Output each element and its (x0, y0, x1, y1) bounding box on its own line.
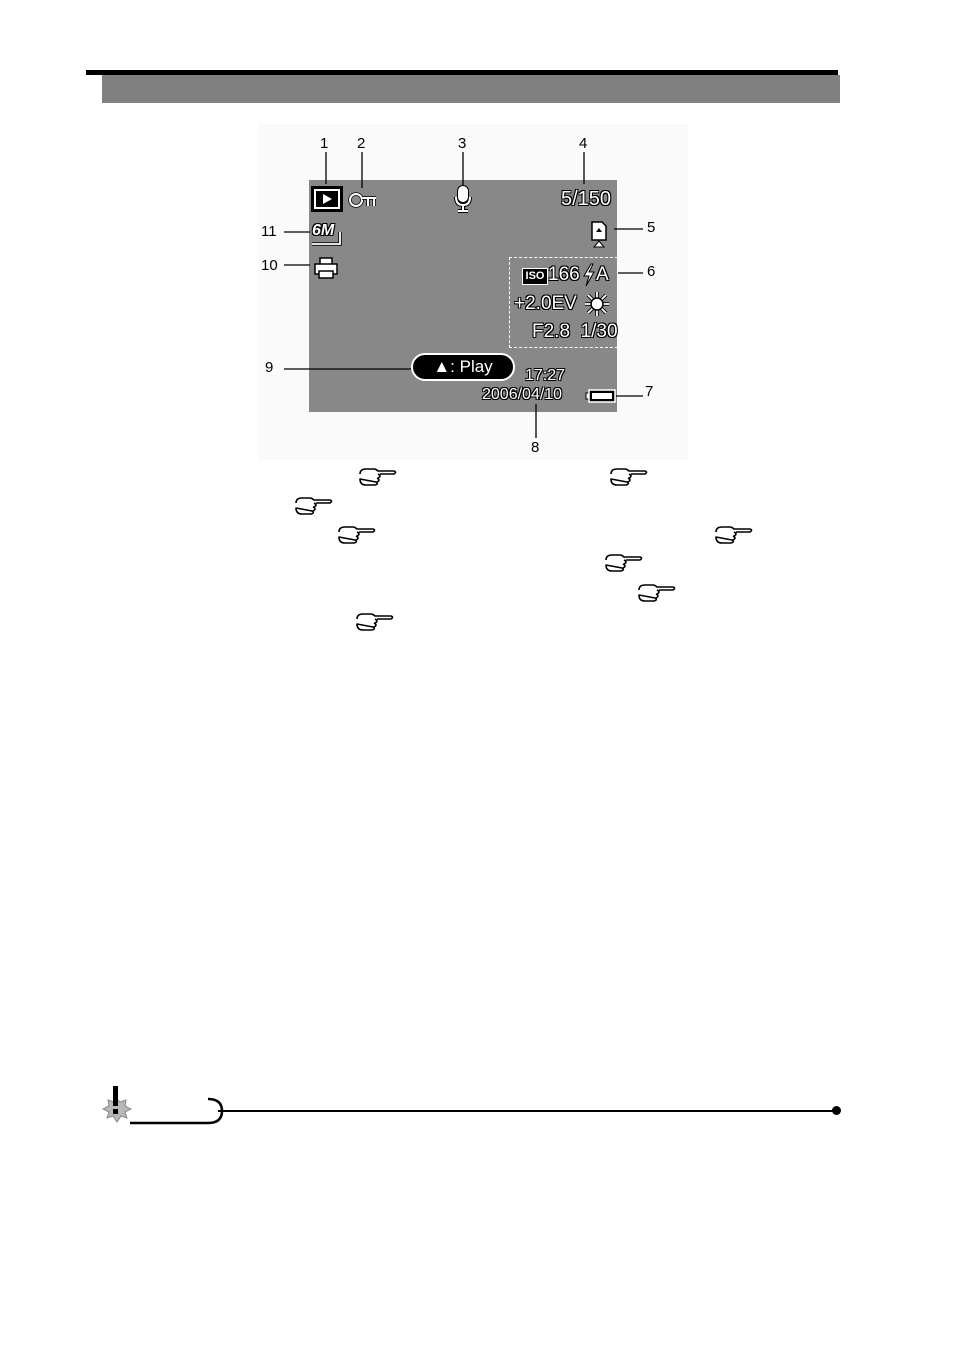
callout-8: 8 (531, 439, 540, 456)
sunny-white-balance-icon (584, 291, 610, 317)
pointing-hand-icon (637, 582, 677, 604)
microphone-icon (452, 184, 474, 214)
flash-icon (582, 263, 596, 287)
callout-5: 5 (647, 219, 656, 236)
iso-badge: ISO (522, 268, 548, 285)
callout-6: 6 (647, 263, 656, 280)
callout-4: 4 (579, 135, 588, 152)
date-readout: 2006/04/10 (482, 386, 563, 403)
callout-7: 7 (645, 383, 654, 400)
resolution-badge: 6M (312, 222, 335, 239)
callout-3: 3 (458, 135, 467, 152)
print-dpof-icon (313, 256, 341, 280)
time-readout: 17:27 (525, 367, 566, 384)
memory-card-icon (589, 220, 609, 248)
aperture-shutter: F2.8 1/30 (532, 321, 618, 342)
play-button[interactable]: ▲: Play (411, 353, 515, 381)
battery-icon (585, 388, 617, 404)
callout-2: 2 (357, 135, 366, 152)
note-alert-icon (100, 1082, 230, 1130)
callout-10: 10 (261, 257, 278, 274)
pointing-hand-icon (358, 466, 398, 488)
pointing-hand-icon (714, 524, 754, 546)
resolution-bracket-icon (310, 228, 344, 248)
note-rule-end-dot (832, 1106, 841, 1115)
exposure-compensation: +2.0EV (514, 293, 577, 314)
flash-mode: A (596, 264, 609, 285)
callout-9: 9 (265, 359, 274, 376)
pointing-hand-icon (337, 524, 377, 546)
frame-counter: 5/150 (561, 188, 612, 210)
playback-mode-icon (310, 185, 344, 213)
pointing-hand-icon (604, 552, 644, 574)
pointing-hand-icon (294, 495, 334, 517)
pointing-hand-icon (355, 611, 395, 633)
pointing-hand-icon (609, 466, 649, 488)
note-rule (218, 1110, 836, 1112)
iso-value: 166 (548, 264, 580, 285)
callout-1: 1 (320, 135, 329, 152)
protect-key-icon (348, 190, 378, 210)
callout-11: 11 (261, 223, 277, 240)
